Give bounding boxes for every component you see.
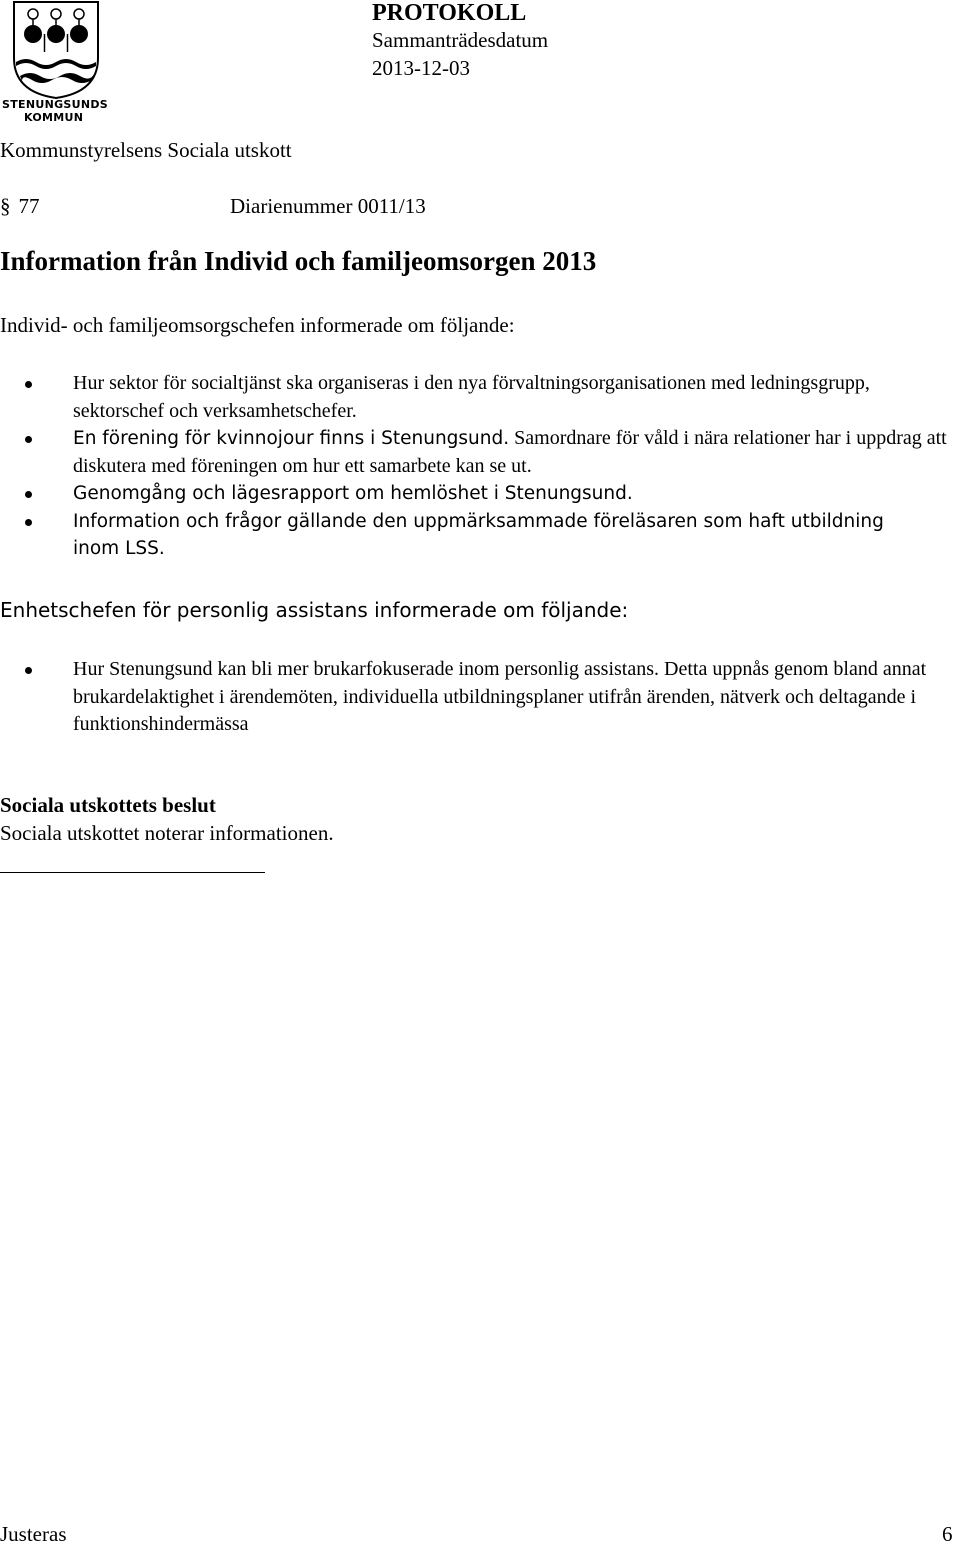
intro-text: Individ- och familjeomsorgschefen informerade om följande: — [0, 313, 515, 337]
footer-justeras: Justeras — [0, 1522, 67, 1546]
logo-text-line1: STENUNGSUNDS — [2, 98, 109, 111]
list-item — [0, 370, 873, 425]
paragraph-symbol: § — [0, 194, 11, 218]
enhet-intro-text: Enhetschefen för personlig assistans informerade om följande: — [0, 598, 629, 622]
list-item-text: En förening för kvinnojour finns i Stenungsund. — [73, 428, 510, 449]
committee-name: Kommunstyrelsens Sociala utskott — [0, 138, 292, 162]
assistans-info-list — [0, 656, 960, 739]
list-item-text-cont: Samordnare för våld i nära relationer har i uppdrag att diskutera med föreningen om hur ett samarbete kan se ut. — [73, 427, 947, 477]
logo-text-line2: KOMMUN — [24, 111, 84, 124]
list-item-text: Information och frågor gällande den uppmärksammade föreläsaren som haft utbildning inom LSS. — [73, 510, 884, 559]
decision-text: Sociala utskottet noterar informationen. — [0, 821, 334, 845]
list-item — [0, 480, 953, 508]
diarie-number: Diarienummer 0011/13 — [230, 194, 426, 218]
meeting-date: 2013-12-03 — [372, 56, 470, 80]
municipality-logo — [0, 0, 112, 124]
list-item — [0, 656, 953, 739]
list-item-text: Hur sektor för socialtjänst ska organiseras i den nya förvaltningsorganisationen med ledningsgrupp, sektorschef och verksamhetschefer. — [73, 372, 870, 422]
decision-heading: Sociala utskottets beslut — [0, 793, 216, 817]
paragraph-number-value: 77 — [18, 194, 40, 218]
page-title: Information från Individ och familjeomsorgen 2013 — [0, 246, 597, 276]
coat-of-arms-icon — [0, 0, 112, 100]
meeting-date-label: Sammanträdesdatum — [372, 28, 549, 52]
list-item — [0, 425, 953, 480]
page-number: 6 — [942, 1522, 953, 1546]
list-item-text: Hur Stenungsund kan bli mer brukarfokuserade inom personlig assistans. Detta uppnås genom bland annat brukardelaktighet i ärendemöten, individuella utbildningsplaner utifrån ärenden, nätverk och deltagande i funktionshindermässa — [73, 658, 927, 735]
list-item — [0, 508, 933, 563]
ifo-info-list — [0, 370, 960, 563]
divider-line — [0, 872, 265, 873]
list-item-text: Genomgång och lägesrapport om hemlöshet i Stenungsund. — [73, 483, 633, 504]
paragraph-number — [0, 194, 40, 219]
document-type: PROTOKOLL — [372, 0, 527, 26]
